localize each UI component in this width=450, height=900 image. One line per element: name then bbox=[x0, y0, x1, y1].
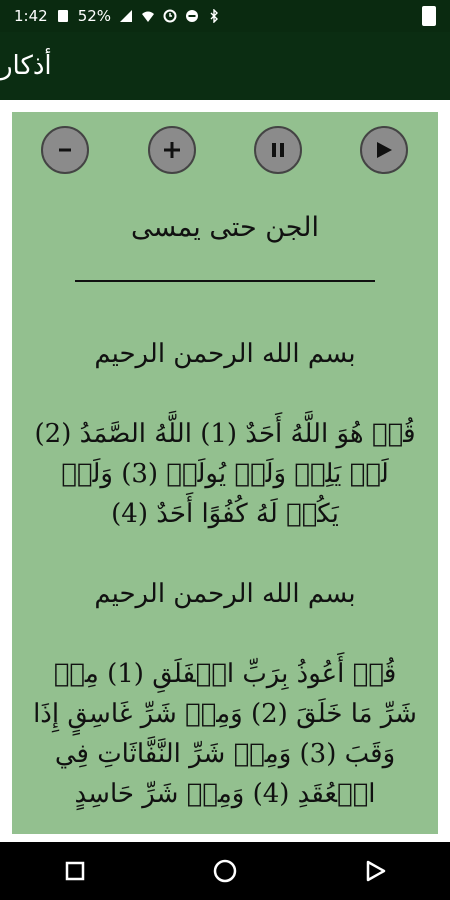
dhikr-title: الجن حتى يمسى bbox=[131, 212, 319, 243]
home-icon bbox=[212, 858, 238, 884]
status-bar bbox=[0, 0, 450, 32]
sim-icon bbox=[56, 9, 70, 23]
content-panel[interactable] bbox=[12, 112, 438, 834]
pause-icon bbox=[268, 140, 288, 160]
pause-button[interactable] bbox=[254, 126, 302, 174]
status-time: 1:42 bbox=[14, 7, 48, 25]
alarm-icon bbox=[163, 9, 177, 23]
app-title: أذكار bbox=[0, 51, 52, 81]
play-button[interactable] bbox=[360, 126, 408, 174]
minus-icon bbox=[55, 140, 75, 160]
dhikr-text bbox=[32, 334, 418, 834]
back-button[interactable] bbox=[355, 851, 395, 891]
basmala-1: بسم الله الرحمن الرحيم bbox=[94, 339, 356, 369]
app-bar bbox=[0, 32, 450, 100]
recents-icon bbox=[64, 860, 86, 882]
basmala-2: بسم الله الرحمن الرحيم bbox=[94, 579, 356, 609]
surah-falaq: قُلۡ أَعُوذُ بِرَبِّ الۡفَلَقِ (1) مِنۡ شَرِّ مَا خَلَقَ (2) وَمِنۡ شَرِّ غَاسِقٍ إِذَا وَقَبَ (3) وَمِنۡ شَرِّ النَّفَّاثَاتِ فِي الۡعُقَدِ (4) وَمِنۡ شَرِّ حَاسِدٍ bbox=[33, 659, 417, 809]
signal-icon bbox=[119, 9, 133, 23]
back-icon bbox=[363, 859, 387, 883]
status-left bbox=[14, 7, 221, 25]
recents-button[interactable] bbox=[55, 851, 95, 891]
status-right bbox=[422, 6, 436, 26]
dnd-icon bbox=[185, 9, 199, 23]
battery-full-icon bbox=[422, 6, 436, 26]
system-nav-bar bbox=[0, 842, 450, 900]
title-divider bbox=[75, 280, 375, 282]
battery-percent: 52% bbox=[77, 7, 112, 25]
zoom-out-button[interactable] bbox=[41, 126, 89, 174]
play-icon bbox=[373, 139, 395, 161]
plus-icon bbox=[161, 139, 183, 161]
player-controls bbox=[12, 126, 438, 176]
home-button[interactable] bbox=[205, 851, 245, 891]
zoom-in-button[interactable] bbox=[148, 126, 196, 174]
surah-ikhlas: قُلۡ هُوَ اللَّهُ أَحَدٌ (1) اللَّهُ الصَّمَدُ (2) لَمۡ يَلِدۡ وَلَمۡ يُولَدۡ (3) وَلَمۡ يَكُنۡ لَهُ كُفُوًا أَحَدٌ (4) bbox=[34, 419, 416, 529]
bluetooth-icon bbox=[207, 9, 221, 23]
wifi-icon bbox=[141, 9, 155, 23]
